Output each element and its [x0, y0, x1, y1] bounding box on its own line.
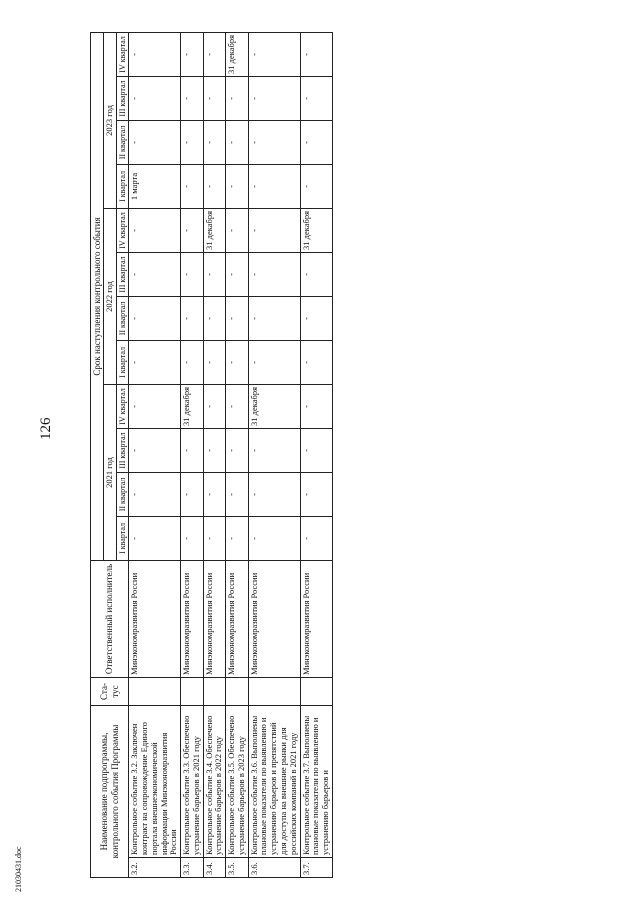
row-quarter-cell: - — [129, 76, 181, 120]
row-quarter-cell: - — [129, 516, 181, 560]
table-row — [300, 32, 332, 877]
row-status — [226, 677, 249, 705]
row-quarter-cell: 31 декабря — [226, 32, 249, 76]
row-quarter-cell: - — [248, 120, 300, 164]
row-quarter-cell: - — [129, 340, 181, 384]
row-quarter-cell: - — [300, 32, 332, 76]
row-quarter-cell: - — [181, 32, 204, 76]
table-row — [248, 32, 300, 877]
row-quarter-cell: - — [129, 428, 181, 472]
header-status: Ста-тус — [91, 677, 129, 705]
row-executor: Минэкономразвития России — [226, 560, 249, 677]
row-event-name: Контрольное событие 3.3. Обеспечено устранение барьеров в 2021 году — [181, 705, 204, 857]
row-quarter-cell: - — [129, 208, 181, 252]
row-quarter-cell: - — [129, 384, 181, 428]
row-quarter-cell: - — [226, 384, 249, 428]
row-quarter-cell: - — [226, 296, 249, 340]
row-event-name: Контрольное событие 3.4. Обеспечено устранение барьеров в 2022 году — [203, 705, 226, 857]
row-quarter-cell: - — [203, 252, 226, 296]
header-name: Наименование подпрограммы, контрольного события Программы — [91, 705, 129, 877]
row-quarter-cell: - — [300, 252, 332, 296]
quarter-header: III квартал — [117, 428, 129, 472]
row-quarter-cell: - — [226, 516, 249, 560]
header-year-2023: 2023 год — [104, 32, 117, 208]
row-number: 3.2. — [129, 858, 181, 878]
row-quarter-cell: - — [248, 208, 300, 252]
row-quarter-cell: - — [203, 472, 226, 516]
row-quarter-cell: - — [300, 76, 332, 120]
row-quarter-cell: - — [181, 208, 204, 252]
row-event-name: Контрольное событие 3.2. Заключен контракт на сопровождение Единого портала внешнеэкономической информации Минэкономразвития России — [129, 705, 181, 857]
quarter-header: III квартал — [117, 76, 129, 120]
row-quarter-cell: - — [181, 164, 204, 208]
row-quarter-cell: - — [181, 516, 204, 560]
row-status — [203, 677, 226, 705]
row-status — [181, 677, 204, 705]
row-quarter-cell: - — [226, 428, 249, 472]
row-quarter-cell: - — [181, 120, 204, 164]
row-number: 3.6. — [248, 858, 300, 878]
row-quarter-cell: - — [248, 428, 300, 472]
quarter-header: IV квартал — [117, 384, 129, 428]
quarter-header: III квартал — [117, 252, 129, 296]
table-row — [203, 32, 226, 877]
row-quarter-cell: - — [226, 120, 249, 164]
row-quarter-cell: - — [129, 120, 181, 164]
row-quarter-cell: - — [203, 340, 226, 384]
table-body — [129, 32, 333, 877]
row-quarter-cell: - — [129, 252, 181, 296]
row-quarter-cell: - — [181, 340, 204, 384]
table-row — [129, 32, 181, 877]
row-quarter-cell: - — [226, 208, 249, 252]
table-row — [226, 32, 249, 877]
row-number: 3.3. — [181, 858, 204, 878]
row-quarter-cell: - — [300, 340, 332, 384]
row-quarter-cell: - — [181, 472, 204, 516]
document-filename: 21030431.doc — [14, 846, 23, 892]
header-year-2021: 2021 год — [104, 384, 117, 560]
row-quarter-cell: - — [129, 296, 181, 340]
quarter-header: IV квартал — [117, 208, 129, 252]
row-quarter-cell: 1 марта — [129, 164, 181, 208]
row-status — [248, 677, 300, 705]
row-executor: Минэкономразвития России — [181, 560, 204, 677]
page-number: 126 — [38, 417, 54, 440]
row-executor: Минэкономразвития России — [248, 560, 300, 677]
quarter-header: I квартал — [117, 164, 129, 208]
quarter-header: I квартал — [117, 516, 129, 560]
header-executor: Ответственный исполнитель — [91, 560, 129, 677]
row-quarter-cell: - — [248, 252, 300, 296]
row-quarter-cell: - — [248, 76, 300, 120]
row-executor: Минэкономразвития России — [300, 560, 332, 677]
row-quarter-cell: - — [300, 516, 332, 560]
row-quarter-cell: - — [300, 428, 332, 472]
row-quarter-cell: - — [181, 252, 204, 296]
row-quarter-cell: - — [203, 164, 226, 208]
row-quarter-cell: - — [248, 516, 300, 560]
row-quarter-cell: - — [203, 32, 226, 76]
row-number: 3.5. — [226, 858, 249, 878]
row-quarter-cell: 31 декабря — [300, 208, 332, 252]
quarter-header: II квартал — [117, 296, 129, 340]
row-event-name: Контрольное событие 3.6. Выполнены плановые показатели по выявлению и устранению барьеров и препятствий для доступа на внешние рынки для российских компаний в 2021 году — [248, 705, 300, 857]
row-event-name: Контрольное событие 3.7. Выполнены плановые показатели по выявлению и устранению барьеров и — [300, 705, 332, 857]
quarter-header: II квартал — [117, 472, 129, 516]
row-quarter-cell: - — [203, 120, 226, 164]
row-quarter-cell: - — [300, 164, 332, 208]
row-quarter-cell: - — [181, 296, 204, 340]
row-quarter-cell: 31 декабря — [181, 384, 204, 428]
row-quarter-cell: - — [203, 296, 226, 340]
table-row — [181, 32, 204, 877]
header-year-2022: 2022 год — [104, 208, 117, 384]
quarter-header: IV квартал — [117, 32, 129, 76]
row-quarter-cell: - — [248, 164, 300, 208]
row-quarter-cell: 31 декабря — [203, 208, 226, 252]
row-quarter-cell: - — [300, 472, 332, 516]
row-quarter-cell: - — [248, 32, 300, 76]
row-quarter-cell: - — [226, 472, 249, 516]
row-quarter-cell: - — [248, 472, 300, 516]
quarter-header: I квартал — [117, 340, 129, 384]
row-quarter-cell: - — [129, 32, 181, 76]
row-quarter-cell: - — [300, 296, 332, 340]
row-executor: Минэкономразвития России — [203, 560, 226, 677]
row-quarter-cell: - — [248, 340, 300, 384]
row-status — [129, 677, 181, 705]
row-quarter-cell: - — [248, 296, 300, 340]
quarter-header: II квартал — [117, 120, 129, 164]
row-status — [300, 677, 332, 705]
row-quarter-cell: - — [226, 340, 249, 384]
row-quarter-cell: - — [203, 516, 226, 560]
row-quarter-cell: - — [203, 384, 226, 428]
row-quarter-cell: - — [129, 472, 181, 516]
row-quarter-cell: - — [226, 76, 249, 120]
row-quarter-cell: 31 декабря — [248, 384, 300, 428]
control-events-table — [90, 32, 333, 878]
row-quarter-cell: - — [226, 164, 249, 208]
row-number: 3.7. — [300, 858, 332, 878]
row-quarter-cell: - — [300, 120, 332, 164]
row-quarter-cell: - — [203, 76, 226, 120]
row-quarter-cell: - — [203, 428, 226, 472]
row-executor: Минэкономразвития России — [129, 560, 181, 677]
row-event-name: Контрольное событие 3.5. Обеспечено устранение барьеров в 2023 году — [226, 705, 249, 857]
header-deadline: Срок наступления контрольного события — [91, 32, 104, 560]
control-events-table-wrap — [90, 33, 635, 878]
row-quarter-cell: - — [300, 384, 332, 428]
row-quarter-cell: - — [181, 428, 204, 472]
row-number: 3.4. — [203, 858, 226, 878]
row-quarter-cell: - — [226, 252, 249, 296]
row-quarter-cell: - — [181, 76, 204, 120]
